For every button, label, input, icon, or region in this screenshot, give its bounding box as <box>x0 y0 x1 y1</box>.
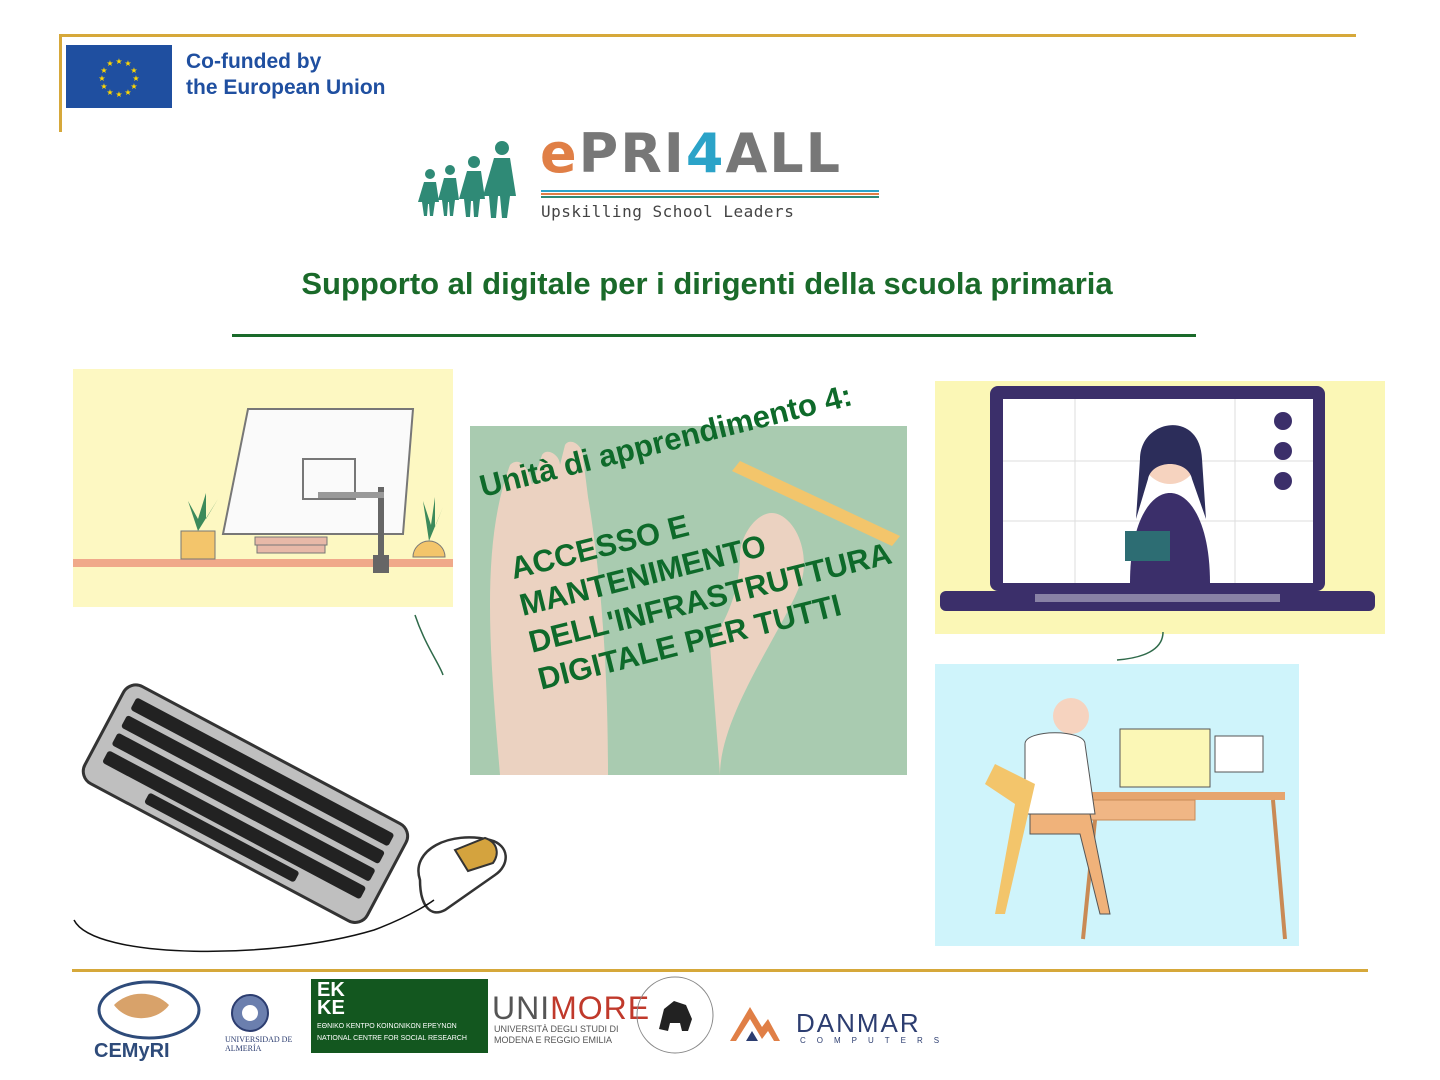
unit-title: ACCESSO E MANTENIMENTO DELL'INFRASTRUTTURA DIGITALE PER TUTTI <box>506 507 894 697</box>
svg-text:★: ★ <box>100 66 108 75</box>
svg-text:★: ★ <box>106 59 114 68</box>
danmar-logo-text: DANMAR <box>796 1008 921 1038</box>
danmar-mountain-icon <box>728 1003 780 1043</box>
video-call-illustration <box>935 381 1385 634</box>
unimore-sub-line-2: MODENA E REGGIO EMILIA <box>494 1035 613 1045</box>
header-rule <box>60 34 1356 37</box>
page-subtitle: Supporto al digitale per i dirigenti della scuola primaria <box>301 266 1113 301</box>
ekke-logo <box>311 979 488 1053</box>
unimore-seal-icon <box>634 974 716 1056</box>
unimore-more: MORE <box>550 990 651 1026</box>
eu-cofunded-text <box>186 49 386 101</box>
eu-flag-logo <box>66 45 172 108</box>
logo-pri: PRI <box>578 122 686 185</box>
svg-text:★: ★ <box>130 82 138 91</box>
svg-text:★: ★ <box>124 88 132 97</box>
laptop-video-icon <box>935 381 1385 634</box>
svg-text:★: ★ <box>115 57 123 66</box>
svg-text:★: ★ <box>130 66 138 75</box>
danmar-subtitle: COMPUTERS <box>800 1036 951 1045</box>
subtitle-rule <box>232 334 1196 337</box>
family-silhouette-icon <box>414 114 544 228</box>
almeria-seal-icon <box>230 993 270 1033</box>
cemyri-globe-icon <box>94 980 204 1040</box>
svg-text:★: ★ <box>124 59 132 68</box>
logo-e: e <box>540 122 579 185</box>
svg-text:★: ★ <box>132 74 140 83</box>
ekke-mark: EK KE <box>317 979 345 1019</box>
svg-text:★: ★ <box>106 88 114 97</box>
unimore-uni: UNI <box>492 990 551 1026</box>
eu-stars-icon <box>66 45 172 108</box>
ekke-greek-name: ΕΘΝΙΚΟ ΚΕΝΤΡΟ ΚΟΙΝΩΝΙΚΩΝ ΕΡΕΥΝΩΝ <box>317 1023 457 1030</box>
keyboard-icon <box>78 680 412 927</box>
logo-all: ALL <box>725 122 843 185</box>
header-side-rule <box>59 34 62 132</box>
home-office-icon <box>935 664 1299 946</box>
logo-wordmark <box>540 124 842 184</box>
connector-curve <box>1115 630 1175 662</box>
almeria-logo-text: UNIVERSIDAD DE ALMERÍA <box>225 1035 293 1053</box>
ekke-english-name: NATIONAL CENTRE FOR SOCIAL RESEARCH <box>317 1035 467 1042</box>
keyboard-mouse-illustration <box>70 600 530 970</box>
svg-text:★: ★ <box>98 74 106 83</box>
office-worker-illustration <box>935 664 1299 946</box>
eu-line-1: Co-funded by <box>186 50 322 73</box>
svg-text:★: ★ <box>115 90 123 99</box>
svg-text:★: ★ <box>100 82 108 91</box>
desk-monitor-illustration <box>73 369 453 607</box>
footer-rule <box>72 969 1368 972</box>
logo-underline-stripes <box>541 190 879 198</box>
unimore-subtitle <box>494 1024 619 1046</box>
logo-four: 4 <box>685 122 726 185</box>
unimore-logo-text <box>492 990 650 1027</box>
logo-tagline: Upskilling School Leaders <box>541 202 795 221</box>
monitor-desk-icon <box>73 369 453 607</box>
cemyri-logo-text: CEMyRI <box>94 1040 170 1062</box>
eu-line-2: the European Union <box>186 76 386 99</box>
unimore-sub-line-1: UNIVERSITÀ DEGLI STUDI DI <box>494 1024 619 1034</box>
unit-label: Unità di apprendimento 4: <box>476 377 856 504</box>
